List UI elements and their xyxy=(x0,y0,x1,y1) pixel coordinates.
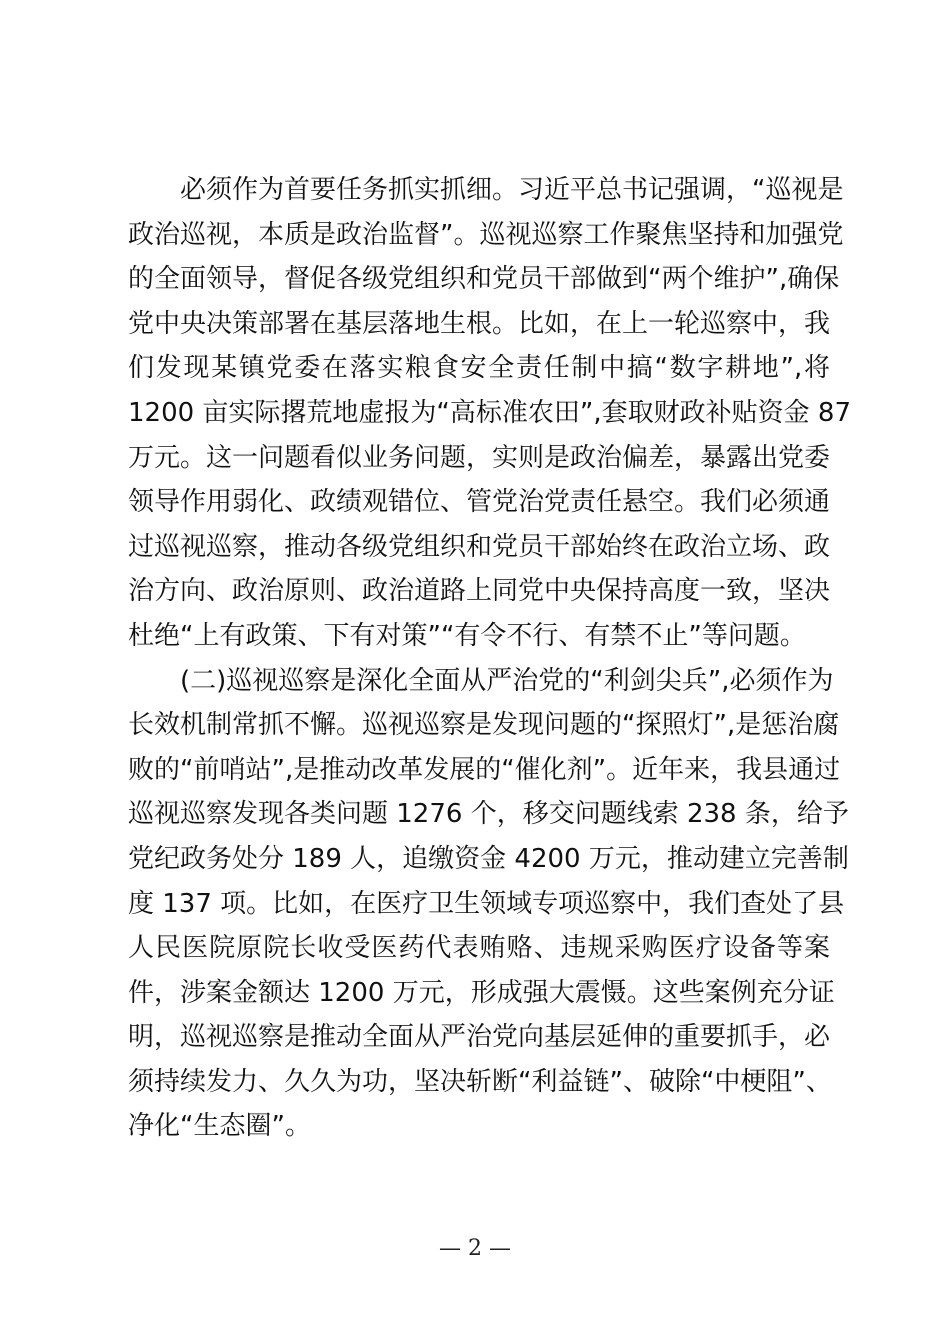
text-line: 败的“前哨站”,是推动改革发展的“催化剂”。近年来，我县通过 xyxy=(128,754,841,785)
text-line: 领导作用弱化、政绩观错位、管党治党责任悬空。我们必须通 xyxy=(128,487,831,518)
text-line: 净化“生态圈”。 xyxy=(128,1111,311,1142)
text-line: 明，巡视巡察是推动全面从严治党向基层延伸的重要抓手，必 xyxy=(128,1022,831,1053)
text-line: 万元。这一问题看似业务问题，实则是政治偏差，暴露出党委 xyxy=(128,442,831,473)
text-line: 过巡视巡察，推动各级党组织和党员干部始终在政治立场、政 xyxy=(128,531,831,562)
text-line: 杜绝“上有政策、下有对策”“有令不行、有禁不止”等问题。 xyxy=(128,620,806,651)
text-line: 党中央决策部署在基层落地生根。比如，在上一轮巡察中，我 xyxy=(128,308,831,339)
text-line: 须持续发力、久久为功，坚决斩断“利益链”、破除“中梗阻”、 xyxy=(128,1066,832,1097)
text-line: 们发现某镇党委在落实粮食安全责任制中搞“数字耕地”,将 xyxy=(128,353,830,384)
page-number: — 2 — xyxy=(439,1236,511,1261)
text-line: 政治巡视，本质是政治监督”。巡视巡察工作聚焦坚持和加强党 xyxy=(128,219,844,250)
document-body xyxy=(128,168,851,1149)
section-heading-line: (二)巡视巡察是深化全面从严治党的“利剑尖兵”,必须作为 xyxy=(180,665,834,696)
text-line: 必须作为首要任务抓实抓细。习近平总书记强调，“巡视是 xyxy=(180,175,844,205)
text-line: 党纪政务处分 189 人，追缴资金 4200 万元，推动建立完善制 xyxy=(128,843,849,874)
text-line: 长效机制常抓不懈。巡视巡察是发现问题的“探照灯”,是惩治腐 xyxy=(128,710,840,741)
text-line: 件，涉案金额达 1200 万元，形成强大震慑。这些案例充分证 xyxy=(128,977,835,1008)
text-line: 人民医院原院长收受医药代表贿赂、违规采购医疗设备等案 xyxy=(128,933,830,964)
text-line: 度 137 项。比如，在医疗卫生领域专项巡察中，我们查处了县 xyxy=(128,888,845,919)
paragraph-1 xyxy=(128,168,851,659)
text-line: 的全面领导，督促各级党组织和党员干部做到“两个维护”,确保 xyxy=(128,264,840,295)
text-line: 巡视巡察发现各类问题 1276 个，移交问题线索 238 条，给予 xyxy=(128,799,849,830)
text-line: 治方向、政治原则、政治道路上同党中央保持高度一致，坚决 xyxy=(128,576,831,607)
text-line: 1200 亩实际撂荒地虚报为“高标准农田”,套取财政补贴资金 87 xyxy=(128,397,851,428)
paragraph-2 xyxy=(128,659,849,1150)
